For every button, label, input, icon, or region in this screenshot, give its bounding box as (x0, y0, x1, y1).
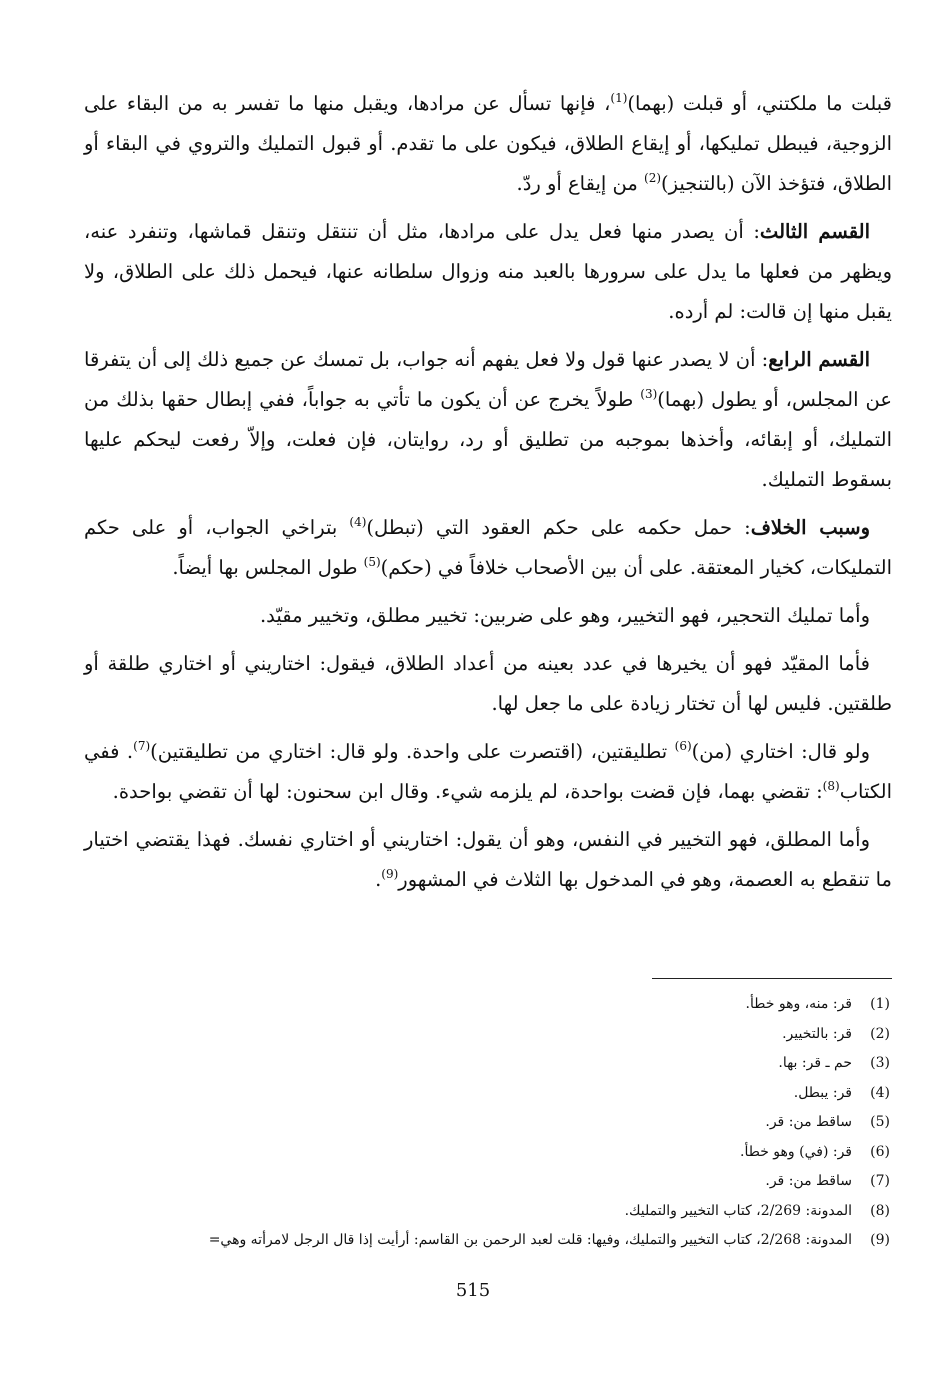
main-text (84, 84, 892, 908)
footnote-text: المدونة: 2/269، كتاب التخيير والتمليك. (624, 1202, 852, 1219)
text-run: . (375, 868, 382, 891)
text-run: قبلت ما ملكتني، أو قبلت (بهما) (627, 92, 892, 115)
footnote-ref: (4) (349, 515, 367, 529)
footnote-text: ساقط من: قر. (765, 1173, 852, 1189)
text-run: : أن لا يصدر عنها قول ولا فعل يفهم أنه جواب، بل تمسك عن جميع ذلك إلى أن يتفرقا عن المجلس، أو يطول (بهما) (84, 348, 892, 411)
footnote-ref: (1) (610, 91, 628, 105)
footnote-text: قر: منه، وهو خطأ. (745, 996, 852, 1012)
footnote-text: قر: بالتخيير. (782, 1025, 852, 1042)
text-run: . ففي الكتاب (84, 740, 892, 803)
footnote-separator (652, 978, 892, 979)
footnotes (60, 990, 890, 1256)
footnote-number: (5) (870, 1114, 890, 1130)
footnote-text: حم ـ قر: بها. (778, 1055, 852, 1071)
footnote (60, 1197, 890, 1227)
text-run: من إيقاع أو ردّ. (516, 172, 645, 195)
footnote-ref: (3) (640, 387, 658, 401)
paragraph-1 (84, 84, 892, 204)
text-run: طولاً يخرج عن أن يكون ما تأتي به جواباً، ففي إبطال حقها بذلك من التمليك، أو إبقائه، وأخذها بموجبه من تطليق أو رد، روايتان، فإن فعلت، وإلاّ رفعت ليحكم عليها بسقوط التمليك. (84, 388, 892, 491)
footnote-text: ساقط من: قر. (765, 1114, 852, 1130)
footnote-number: (2) (870, 1025, 890, 1042)
footnote-number: (6) (870, 1143, 890, 1160)
footnote (60, 1138, 890, 1168)
section-heading: القسم الرابع (768, 348, 870, 371)
footnote-ref: (7) (133, 739, 151, 753)
paragraph-3 (84, 340, 892, 500)
footnote-text: قر: يبطل. (793, 1084, 852, 1101)
text-run: ولو قال: اختاري (من) (691, 740, 870, 763)
footnote-number: (8) (870, 1202, 890, 1219)
paragraph-2 (84, 212, 892, 332)
paragraph-5 (84, 596, 892, 636)
paragraph-7 (84, 732, 892, 812)
text-run: تطليقتين، (اقتصرت على واحدة. ولو قال: اختاري من تطليقتين) (150, 740, 675, 763)
text-run: وأما المطلق، فهو التخيير في النفس، وهو أن يقول: اختاريني أو اختاري نفسك. فهذا يقتضي اختيار ما تنقطع به العصمة، وهو في المدخول بها الثلاث في المشهور (84, 828, 892, 891)
text-run: : تقضي بهما، فإن قضت بواحدة، لم يلزمه شيء. وقال ابن سحنون: لها أن تقضي بواحدة. (112, 780, 823, 803)
footnote-number: (7) (870, 1173, 890, 1189)
footnote-text: قر: (في) وهو خطأ. (740, 1143, 852, 1160)
footnote-ref: (9) (381, 867, 399, 881)
section-heading: وسبب الخلاف (750, 516, 870, 539)
footnote (60, 1226, 890, 1256)
text-run: بتراخي الجواب، أو على حكم التمليكات، كخيار المعتقة. على أن بين الأصحاب خلافاً في (حكم) (84, 516, 892, 579)
footnote-ref: (2) (644, 171, 662, 185)
footnote-ref: (5) (363, 555, 381, 569)
footnote-ref: (6) (674, 739, 692, 753)
footnote (60, 990, 890, 1020)
footnote (60, 1079, 890, 1109)
footnote-number: (9) (870, 1232, 890, 1248)
footnote-ref: (8) (822, 779, 840, 793)
paragraph-6 (84, 644, 892, 724)
footnote-text: المدونة: 2/268، كتاب التخيير والتمليك، وفيها: قلت لعبد الرحمن بن القاسم: أرأيت إذا قال الرجل لامرأته وهي= (208, 1232, 852, 1248)
text-run: : حمل حكمه على حكم العقود التي (تبطل) (366, 516, 751, 539)
text-run: طول المجلس بها أيضاً. (172, 556, 364, 579)
page-number: 515 (455, 1280, 491, 1301)
text-run: ، فإنها تسأل عن مرادها، ويقبل منها ما تفسر به من البقاء على الزوجية، فيبطل تمليكها، أو إيقاع الطلاق، فيكون على ما تقدم. أو قبول التمليك والتروي في البقاء أو الطلاق، فتؤخذ الآن (بالتنجيز) (84, 92, 892, 195)
footnote-number: (3) (870, 1055, 890, 1071)
paragraph-4 (84, 508, 892, 588)
footnote (60, 1167, 890, 1197)
footnote (60, 1049, 890, 1079)
footnote-number: (1) (870, 996, 890, 1012)
text-run: فأما المقيّد فهو أن يخيرها في عدد بعينه من أعداد الطلاق، فيقول: اختاريني أو اختاري طلقة أو طلقتين. فليس لها أن تختار زيادة على ما جعل لها. (84, 652, 892, 715)
text-run: : أن يصدر منها فعل يدل على مرادها، مثل أن تنتقل وتنقل قماشها، وتنفرد عنه، ويظهر من فعلها ما يدل على سرورها بالعبد منه وزوال سلطانه عنها، فيحمل ذلك على الطلاق، ولا يقبل منها إن قالت: لم أرده. (84, 220, 892, 323)
paragraph-8 (84, 820, 892, 900)
section-heading: القسم الثالث (759, 220, 870, 243)
footnote (60, 1020, 890, 1050)
footnote-number: (4) (870, 1084, 890, 1101)
text-run: وأما تمليك التحجير، فهو التخيير، وهو على ضربين: تخيير مطلق، وتخيير مقيّد. (259, 604, 870, 627)
footnote (60, 1108, 890, 1138)
